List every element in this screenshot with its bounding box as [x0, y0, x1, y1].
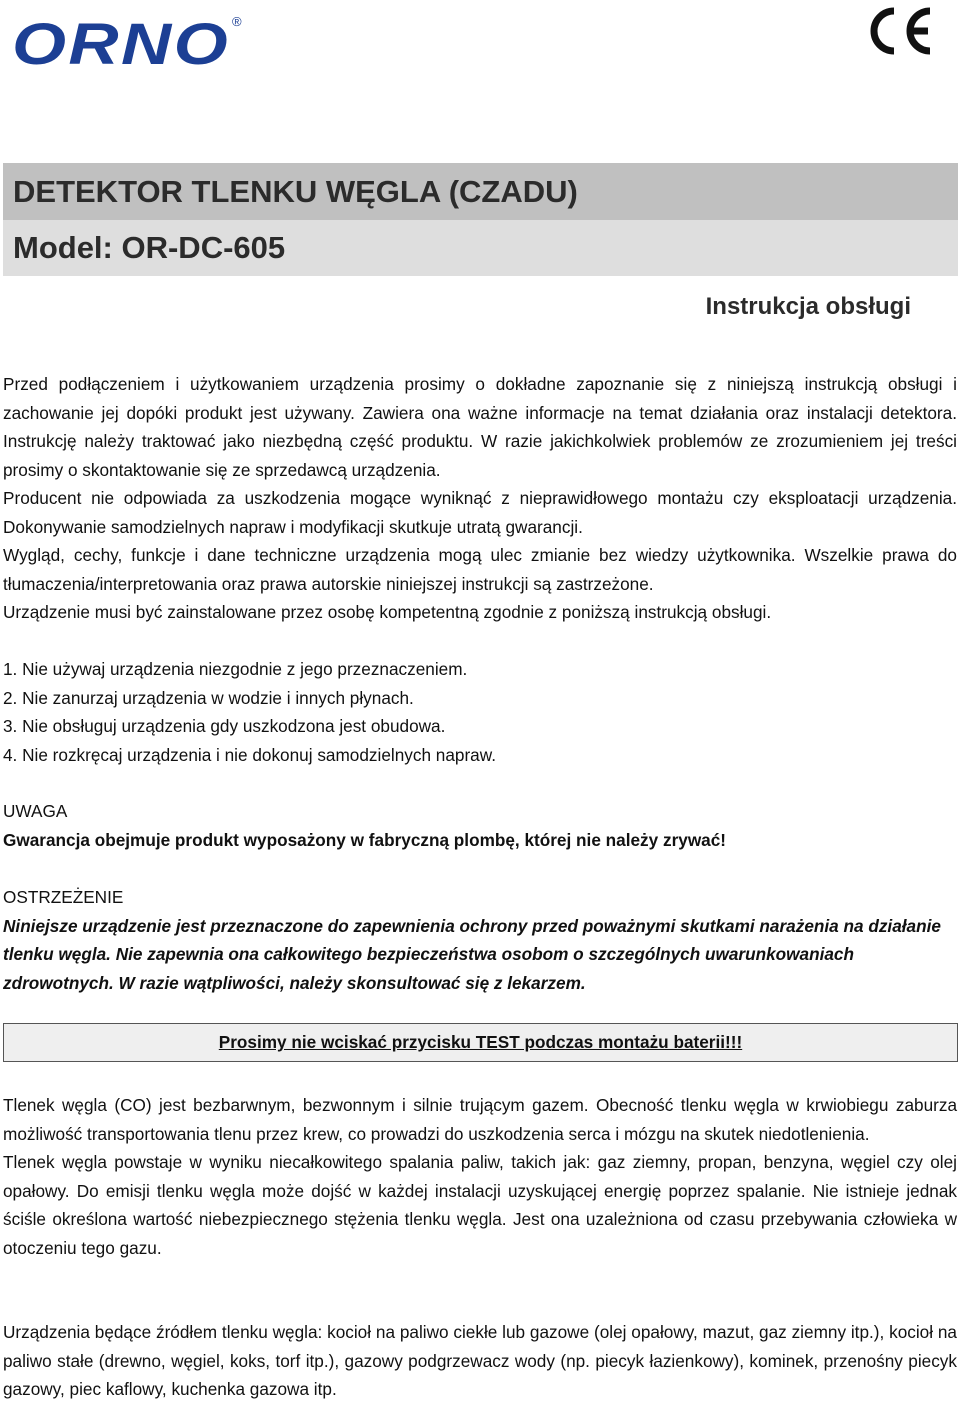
warning-text: Gwarancja obejmuje produkt wyposażony w fabryczną plombę, której nie należy zrywać!: [3, 829, 727, 850]
model-number: Model: OR-DC-605: [13, 230, 286, 265]
intro-paragraph: Urządzenie musi być zainstalowane przez osobę kompetentną zgodnie z poniższą instrukcją obsługi.: [3, 602, 772, 622]
rule-item: 4. Nie rozkręcaj urządzenia i nie dokonuj samodzielnych napraw.: [3, 744, 496, 765]
model-band: [3, 220, 958, 276]
rule-item: 3. Nie obsługuj urządzenia gdy uszkodzona jest obudowa.: [3, 716, 446, 736]
warning-heading: UWAGA: [3, 801, 68, 821]
rule-item: 2. Nie zanurzaj urządzenia w wodzie i innych płynach.: [3, 687, 414, 708]
safety-rules-list: [3, 655, 957, 769]
co-info-section: [3, 1091, 957, 1262]
intro-paragraph: Przed podłączeniem i użytkowaniem urządzenia prosimy o dokładne zapoznanie się z niniejszą instrukcją obsługi i zachowanie jej dopóki produkt jest używany. Zawiera ona ważne informacje na temat działania oraz instalacji detektora. Instrukcję należy traktować jako niezbędną część produktu. W razie jakichkolwiek problemów ze zrozumieniem jej treści prosimy o skontaktowanie się ze sprzedawcą urządzenia.: [3, 374, 957, 480]
co-sources-paragraph: Urządzenia będące źródłem tlenku węgla: kocioł na paliwo ciekłe lub gazowe (olej opałowy, mazut, gaz ziemny itp.), kocioł na paliwo stałe (drewno, węgiel, koks, torf itp.), gazowy podgrzewacz wody (np. piecyk łazienkowy), kominek, przenośny piecyk gazowy, piec kaflowy, kuchenka gazowa itp.: [3, 1322, 957, 1399]
manual-subtitle: Instrukcja obsługi: [705, 293, 911, 320]
intro-section: [3, 370, 957, 627]
rule-item: 1. Nie używaj urządzenia niezgodnie z jego przeznaczeniem.: [3, 659, 468, 679]
co-sources-section: [3, 1318, 957, 1404]
intro-paragraph: Wygląd, cechy, funkcje i dane techniczne urządzenia mogą ulec zmianie bez wiedzy użytkownika. Wszelkie prawa do tłumaczenia/interpretowania oraz prawa autorskie niniejszej instrukcji są zastrzeżone.: [3, 545, 957, 594]
intro-paragraph: Producent nie odpowiada za uszkodzenia mogące wyniknąć z nieprawidłowego montażu czy eksploatacji urządzenia. Dokonywanie samodzielnych napraw i modyfikacji skutkuje utratą gwarancji.: [3, 488, 957, 537]
logo-text: ORNO: [12, 12, 230, 72]
caution-text: Niniejsze urządzenie jest przeznaczone do zapewnienia ochrony przed poważnymi skutkami narażenia na działanie tlenku węgla. Nie zapewnia ona całkowitego bezpieczeństwa osobom o szczególnych uwarunkowaniach zdrowotnych. W razie wątpliwości, należy skonsultować się z lekarzem.: [3, 915, 941, 993]
co-info-paragraph: Tlenek węgla (CO) jest bezbarwnym, bezwonnym i silnie trującym gazem. Obecność tlenku węgla w krwiobiegu zaburza możliwość transportowania tlenu przez krew, co prowadzi do uszkodzenia serca i mózgu na skutek niedotlenienia.: [3, 1095, 957, 1144]
ce-mark-icon: [864, 6, 936, 56]
caution-section: [3, 883, 957, 997]
caution-heading: OSTRZEŻENIE: [3, 887, 124, 907]
co-info-paragraph: Tlenek węgla powstaje w wyniku niecałkowitego spalania paliw, takich jak: gaz ziemny, propan, benzyna, węgiel czy olej opałowy. Do emisji tlenku węgla może dojść w każdej instalacji uzyskującej energię poprzez spalanie. Nie istnieje jednak ściśle określona wartość niebezpiecznego stężenia tlenku węgla. Jest ona uzależniona od czasu przebywania człowieka w otoczeniu tego gazu.: [3, 1152, 957, 1258]
test-button-notice: Prosimy nie wciskać przycisku TEST podczas montażu baterii!!!: [3, 1023, 958, 1062]
document-title: DETEKTOR TLENKU WĘGLA (CZADU): [13, 174, 578, 209]
registered-mark: ®: [232, 14, 242, 29]
warning-section: [3, 797, 957, 854]
orno-logo: [10, 12, 250, 72]
title-band: [3, 163, 958, 220]
